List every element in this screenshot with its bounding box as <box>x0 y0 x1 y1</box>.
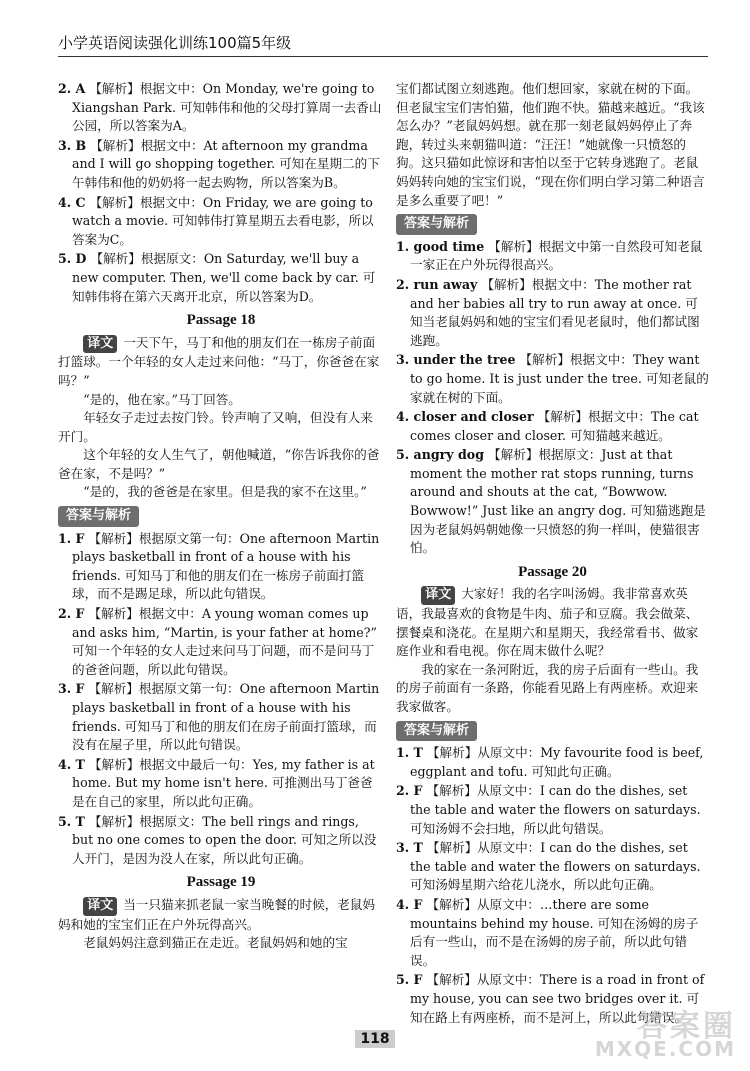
answer-number: 3. F <box>58 681 85 697</box>
answer-text: 【解析】根据文中：On Monday, we're going to Xiangshan Park. 可知韩伟和他的父母打算周一去香山公园，所以答案为A。 <box>72 81 382 134</box>
translation-label: 译文 <box>83 335 117 354</box>
answer-number: 5. F <box>396 972 423 988</box>
answer-text: 【解析】根据原文：The bell rings and rings, but no one comes to open the door. 可知之所以没人开门，是因为没人在家，所以此句正确。 <box>72 813 377 866</box>
answer-text: 【解析】根据原文第一句：One afternoon Martin plays basketball in front of a house with his friends. 可知马丁和他的朋友们在房子前面打篮球，而没有在屋子里，所以此句错误。 <box>72 681 380 753</box>
answer-item <box>58 756 384 812</box>
paragraph-text: 大家好！我的名字叫汤姆。我非常喜欢英语，我最喜欢的食物是牛肉、茄子和豆腐。我会做菜、摆餐桌和浇花。在星期六和星期天，我经常看书、做家庭作业和看电视。你在周末做什么呢？ <box>396 586 699 659</box>
answer-text: 【解析】根据文中：A young woman comes up and asks him, “Martin, is your father at home?” 可知一个年轻的女人走过来问马丁问题，而不是问马丁的爸爸问题，所以此句错误。 <box>72 606 377 677</box>
answer-item <box>58 194 384 250</box>
answer-text: 【解析】根据文中：The cat comes closer and closer. 可知猫越来越近。 <box>410 409 699 443</box>
answer-text: 【解析】根据文中：They want to go home. It is just under the tree. 可知老鼠的家就在树的下面。 <box>410 352 709 405</box>
paragraph-text: 当一只猫来抓老鼠一家当晚餐的时候，老鼠妈妈和她的宝宝们正在户外玩得高兴。 <box>58 896 376 932</box>
translation-paragraph: 我的家在一条河附近，我的房子后面有一些山。我的房子前面有一条路，你能看见路上有两座桥。欢迎来我家做客。 <box>396 661 699 714</box>
answer-item <box>58 680 384 754</box>
answer-item <box>58 813 384 869</box>
translation-paragraph <box>58 896 384 934</box>
watermark-url-text: MXQE.COM <box>594 1037 736 1061</box>
answer-number: 5. T <box>58 813 85 829</box>
passage-20-title: Passage 20 <box>518 563 587 580</box>
answer-item <box>396 896 709 970</box>
answer-number: 4. F <box>396 896 423 912</box>
answer-number: 4. C <box>58 194 86 210</box>
answer-text: 【解析】从原文中：My favourite food is beef, eggplant and tofu. 可知此句正确。 <box>410 745 704 779</box>
answer-number: 4. closer and closer <box>396 409 534 425</box>
answer-item <box>396 276 709 350</box>
translation-paragraph: 老鼠妈妈注意到猫正在走近。老鼠妈妈和她的宝 <box>83 935 348 951</box>
right-column <box>396 80 709 1028</box>
answer-number: 1. F <box>58 530 85 546</box>
answer-text: 【解析】从原文中：I can do the dishes, set the table and water the flowers on saturdays. 可知汤姆不会扫地，所以此句错误。 <box>410 783 701 836</box>
answer-item <box>58 137 384 193</box>
translation-paragraph-continued: 宝们都试图立刻逃跑。他们想回家，家就在树的下面。但老鼠宝宝们害怕猫，他们跑不快。猫越来越近。“我该怎么办？”老鼠妈妈想。就在那一刻老鼠妈妈停止了奔跑，转过头来朝猫叫道：“汪汪！”她就像一只愤怒的狗。这只猫如此惊讶和害怕以至于它转身逃跑了。老鼠妈妈转向她的宝宝们说，“现在你们明白学习第二种语言是多么重要了吧！” <box>396 81 705 208</box>
answer-number: 2. run away <box>396 276 478 292</box>
answer-number: 2. A <box>58 81 86 96</box>
translation-paragraph: “是的，他在家。”马丁回答。 <box>83 391 241 407</box>
answers-heading: 答案与解析 <box>58 506 139 527</box>
site-watermark <box>592 1001 742 1061</box>
answer-item <box>396 744 709 781</box>
paragraph-text: 一天下午，马丁和他的朋友们在一栋房子前面打篮球。一个年轻的女人走过来问他：“马丁，你爸爸在家吗？” <box>58 334 380 388</box>
answer-number: 1. good time <box>396 238 485 254</box>
watermark-logo-text: 答案圈 <box>637 1009 736 1044</box>
answer-text: 【解析】根据文中第一自然段可知老鼠一家正在户外玩得很高兴。 <box>410 238 703 273</box>
book-title: 小学英语阅读强化训练100篇5年级 <box>58 34 292 52</box>
answers-heading: 答案与解析 <box>396 214 477 235</box>
translation-paragraph <box>58 334 384 391</box>
translation-label: 译文 <box>421 586 455 605</box>
answer-text: 【解析】根据原文：On Saturday, we'll buy a new computer. Then, we'll come back by car. 可知韩伟将在第六天离开北京，所以答案为D。 <box>72 251 376 304</box>
answer-text: 【解析】根据原文：Just at that moment the mother rat stops running, turns around and shouts at the cat, “Bowwow. Bowwow!” Just like an angry dog. 可知猫逃跑是因为老鼠妈妈朝她像一只愤怒的狗一样叫，使猫很害怕。 <box>410 447 706 556</box>
answer-number: 5. D <box>58 251 87 267</box>
answer-text: 【解析】从原文中：I can do the dishes, set the table and water the flowers on saturdays. 可知汤姆星期六给花儿浇水，所以此句正确。 <box>410 840 701 893</box>
translation-paragraph: 年轻女子走过去按门铃。铃声响了又响，但没有人来开门。 <box>58 410 373 444</box>
answer-item <box>58 80 384 136</box>
answer-item <box>396 446 709 558</box>
answer-item <box>396 839 709 895</box>
answer-text: 【解析】从原文中：There is a road in front of my house, you can see two bridges over it. 可知在路上有两座桥，而不是河上，所以此句错误。 <box>410 972 705 1025</box>
answer-number: 2. F <box>396 783 423 799</box>
answer-item <box>58 605 384 679</box>
answer-number: 4. T <box>58 756 85 772</box>
left-column <box>58 80 384 953</box>
answer-text: 【解析】根据文中：At afternoon my grandma and I will go shopping together. 可知在星期二的下午韩伟和他的奶奶将一起去购物，所以答案为B。 <box>72 137 380 190</box>
header-divider <box>58 56 708 57</box>
translation-label: 译文 <box>83 897 117 916</box>
answer-item <box>396 351 709 407</box>
answer-item <box>58 250 384 306</box>
answer-text: 【解析】根据原文第一句：One afternoon Martin plays basketball in front of a house with his friends. 可知马丁和他的朋友们在一栋房子前面打篮球，而不是踢足球，所以此句错误。 <box>72 530 380 602</box>
answers-heading: 答案与解析 <box>396 721 477 742</box>
answer-number: 1. T <box>396 745 423 761</box>
answer-text: 【解析】根据文中最后一句：Yes, my father is at home. But my home isn't here. 可推测出马丁爸爸是在自己的家里，所以此句正确。 <box>72 756 375 809</box>
answer-number: 2. F <box>58 606 85 622</box>
translation-paragraph <box>396 585 709 660</box>
page-number: 118 <box>355 1030 395 1048</box>
answer-item <box>58 530 384 604</box>
translation-paragraph: 这个年轻的女人生气了，朝他喊道，“你告诉我你的爸爸在家，不是吗？” <box>58 447 380 481</box>
answer-number: 3. T <box>396 840 423 856</box>
answer-item <box>396 782 709 838</box>
answer-item <box>396 238 709 275</box>
answer-number: 3. under the tree <box>396 352 516 368</box>
page-header <box>58 30 708 54</box>
translation-paragraph: “是的，我的爸爸是在家里。但是我的家不在这里。” <box>83 484 367 500</box>
answer-number: 5. angry dog <box>396 447 485 463</box>
answer-item <box>396 408 709 445</box>
passage-18-title: Passage 18 <box>186 312 256 329</box>
answer-text: 【解析】根据文中：The mother rat and her babies all try to run away at once. 可知当老鼠妈妈和她的宝宝们看见老鼠时，他们都试图逃跑。 <box>410 276 700 348</box>
answer-text: 【解析】根据文中：On Friday, we are going to watch a movie. 可知韩伟打算星期五去看电影，所以答案为C。 <box>72 194 374 247</box>
passage-19-title: Passage 19 <box>186 874 256 891</box>
answer-number: 3. B <box>58 137 87 153</box>
answer-text: 【解析】从原文中：…there are some mountains behind my house. 可知在汤姆的房子后有一些山，而不是在汤姆的房子前，所以此句错误。 <box>410 896 699 968</box>
